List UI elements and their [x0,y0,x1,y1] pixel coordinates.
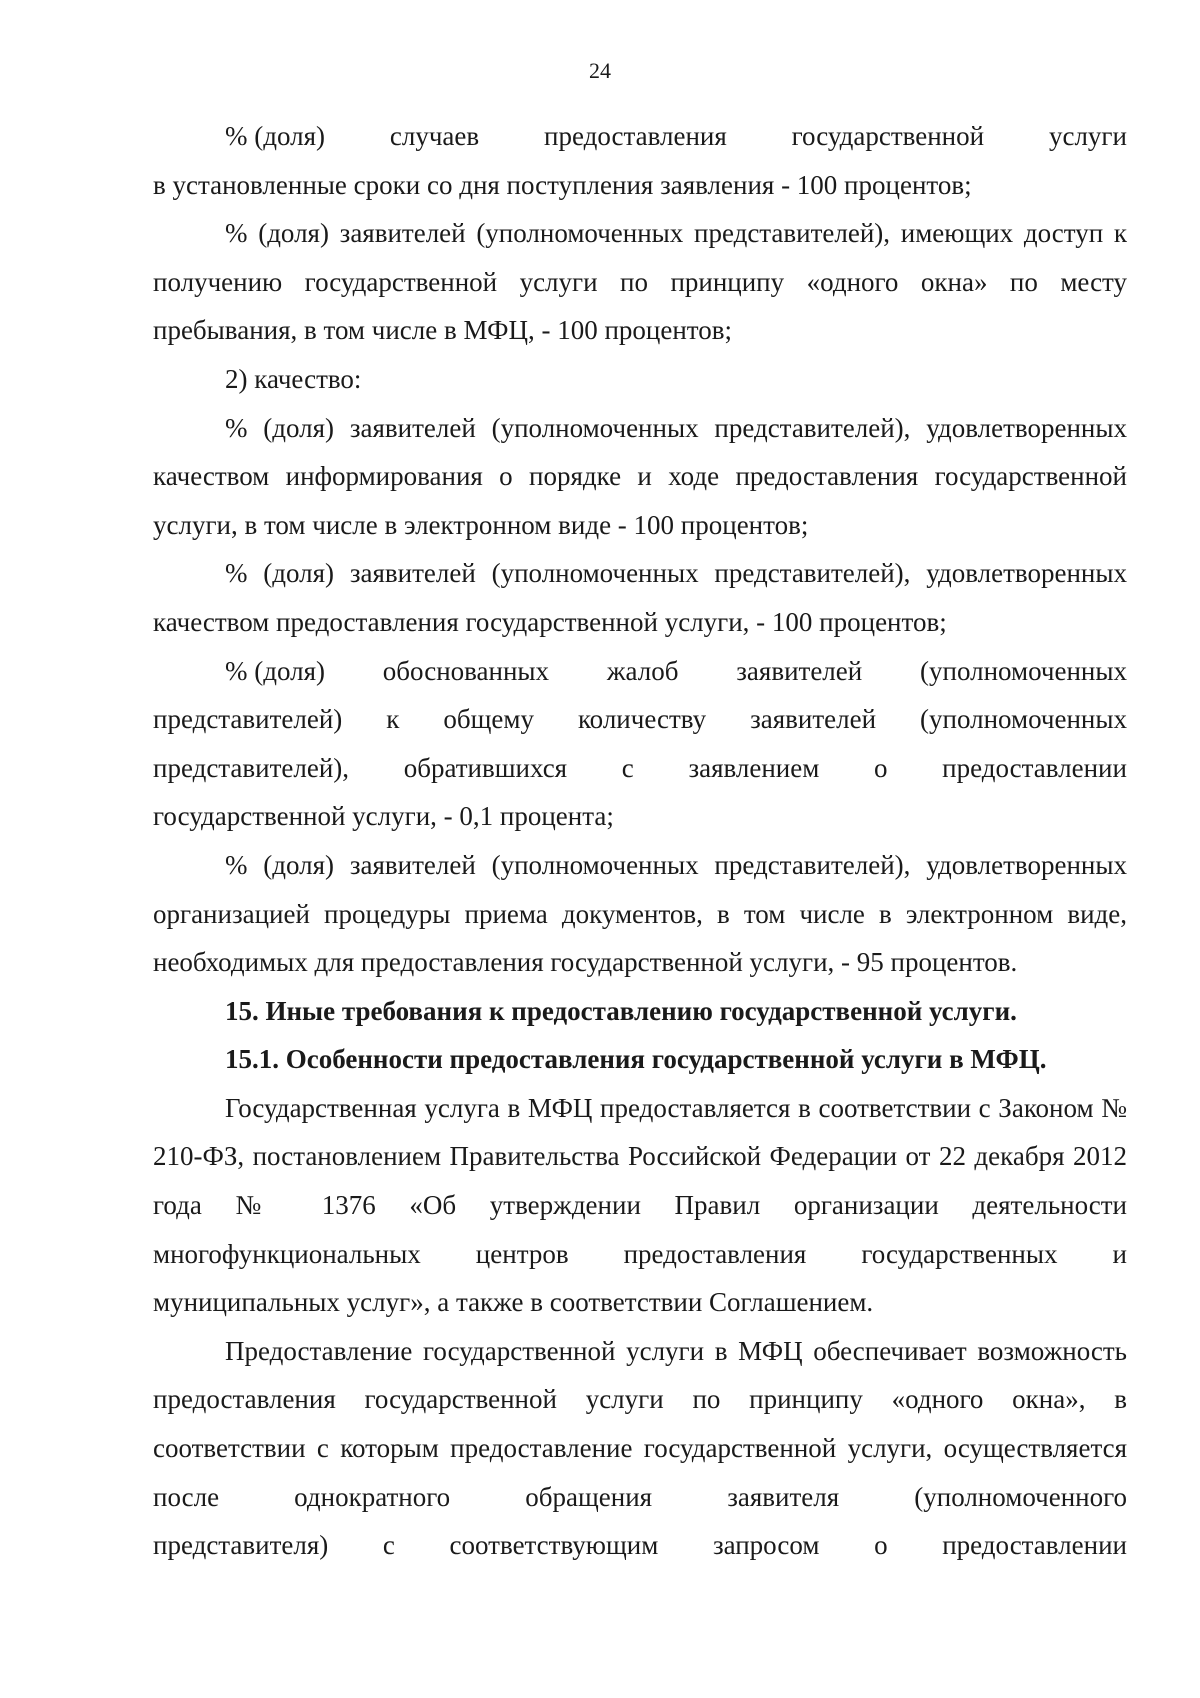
word: к [386,704,400,735]
word: представителей) [153,704,343,735]
word: обратившихся [403,752,568,783]
paragraph-complaints [153,647,1127,841]
word: представителя) [153,1530,329,1561]
word: заявителей [736,655,863,686]
word: государственной [791,121,985,151]
justified-line [153,744,1127,793]
justified-line [153,112,1127,161]
word: с [621,752,634,783]
word: представителей), [153,752,350,783]
word: (уполномоченных [920,704,1127,735]
word: % (доля) [225,121,325,151]
paragraph-timeliness [153,112,1127,209]
word: заявителей [750,704,877,735]
word: (уполномоченных [920,655,1127,686]
word: общему [443,704,534,735]
word: предоставлении [942,752,1127,783]
paragraph-mfc-legal-basis: Государственная услуга в МФЦ предоставляется в соответствии с Законом № 210-ФЗ, постановлением Правительства Российской Федерации от 22 декабря 2012 года № 1376 «Об утверждении Правил организации деятельности многофункциональных центров предоставления государственных и муниципальных услуг», а также в соответствии Соглашением. [153,1092,1127,1318]
paragraph-text: Предоставление государственной услуги в МФЦ обеспечивает возможность предоставления государственной услуги по принципу «одного окна», в соответствии с которым предоставление государственной услуги, осуществляется после однократного обращения заявителя (уполномоченного [153,1335,1127,1512]
word: случаев [389,121,480,151]
word: услуги [1048,121,1127,151]
word: с [382,1530,395,1561]
section-heading-15-1: 15.1. Особенности предоставления государственной услуги в МФЦ. [225,1044,1047,1075]
word: количеству [577,704,707,735]
word: запросом [712,1530,820,1561]
paragraph-informing-quality: % (доля) заявителей (уполномоченных представителей), удовлетворенных качеством информирования о порядке и ходе предоставления государственной услуги, в том числе в электронном виде - 100 процентов; [153,412,1127,540]
word: соответствующим [449,1530,659,1561]
justified-line [153,1521,1127,1570]
paragraph-document-reception: % (доля) заявителей (уполномоченных представителей), удовлетворенных организацией процедуры приема документов, в том числе в электронном виде, необходимых для предоставления государственной услуги, - 95 процентов. [153,849,1127,978]
justified-line [153,647,1127,696]
paragraph-line: государственной услуги, - 0,1 процента; [153,801,614,832]
word: % (доля) [225,655,325,686]
word: заявлением [688,752,820,783]
section-heading-15: 15. Иные требования к предоставлению государственной услуги. [225,995,1017,1026]
word: предоставлении [942,1530,1127,1561]
page-number: 24 [589,58,611,83]
document-body [153,112,1127,1570]
word: предоставления [544,121,727,151]
paragraph-one-window-access: % (доля) заявителей (уполномоченных представителей), имеющих доступ к получению государственной услуги по принципу «одного окна» по месту пребывания, в том числе в МФЦ, - 100 процентов; [153,218,1127,346]
paragraph-quality-label: 2) качество: [225,363,362,394]
justified-line [153,695,1127,744]
paragraph-one-window-principle [153,1327,1127,1570]
word: жалоб [606,655,679,686]
word: обоснованных [382,655,550,686]
paragraph-service-quality: % (доля) заявителей (уполномоченных представителей), удовлетворенных качеством предоставления государственной услуги, - 100 процентов; [153,558,1127,637]
paragraph-line: в установленные сроки со дня поступления заявления - 100 процентов; [153,169,972,200]
word: о [874,752,888,783]
word: о [874,1530,888,1561]
